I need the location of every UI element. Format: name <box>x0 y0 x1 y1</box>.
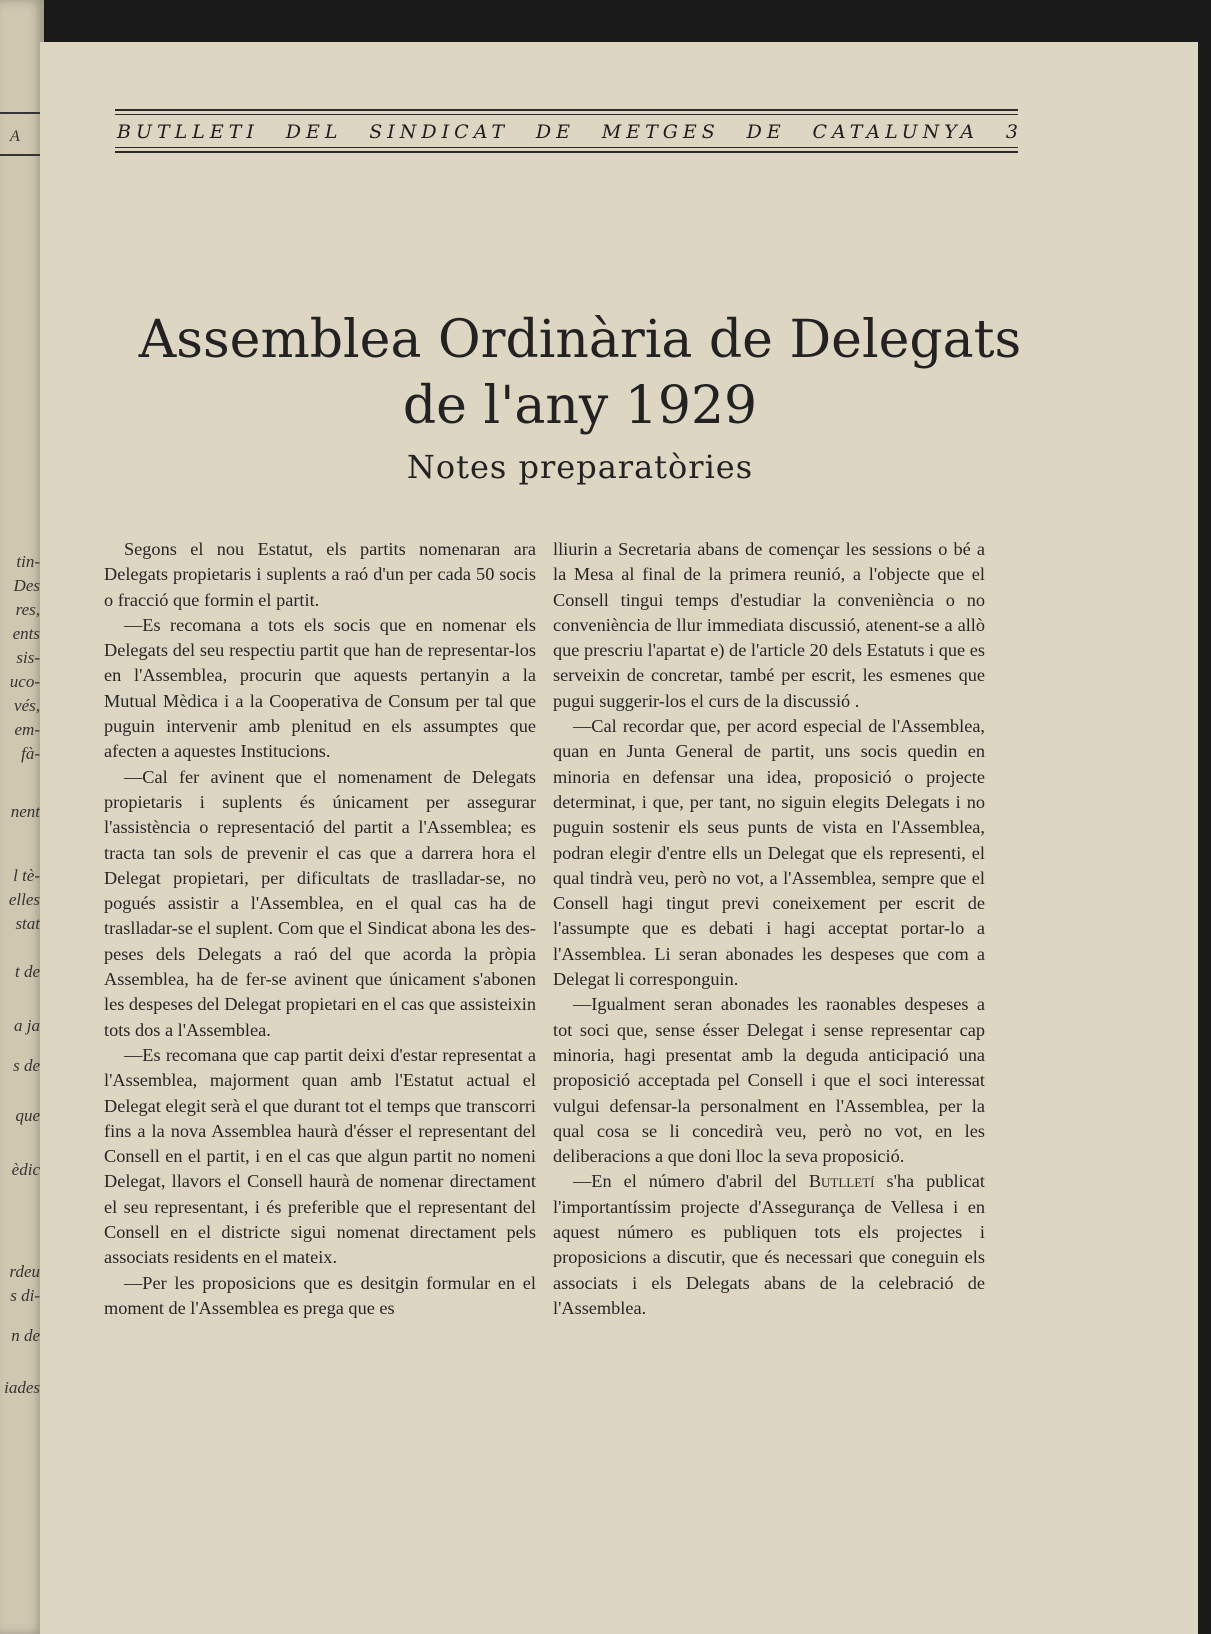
header-word: SINDICAT <box>369 121 510 143</box>
paragraph <box>553 1169 985 1321</box>
header-word: BUTLLETI <box>117 121 259 143</box>
margin-fragment: em- <box>14 720 40 739</box>
paragraph: lliurin a Secretaria abans de començar les sessions o bé a la Mesa al final de la primera reunió, a l'objecte que el Consell tingui temps d'estudiar la conveniència o no conveniència de llur immediata discussió, atenent-se a allò que prescriu l'apartat e) de l'article 20 dels Estatuts i que es serveixin de concretar, també per escrit, les esmenes que pugui suggerir-los el curs de la discussió . <box>553 539 985 711</box>
margin-fragment: tin- <box>16 552 40 571</box>
previous-page-edge <box>0 0 44 1634</box>
margin-fragment: rdeu <box>9 1262 40 1281</box>
header-rule <box>115 109 1018 111</box>
article-subtitle: Notes preparatòries <box>406 448 754 486</box>
article-title-line-2: de l'any 1929 <box>402 376 758 436</box>
previous-page-header-letter: A <box>10 128 20 145</box>
header-word: DEL <box>285 121 343 143</box>
margin-fragment: a ja <box>14 1016 40 1035</box>
margin-fragment: n de <box>11 1326 40 1345</box>
left-column <box>104 537 536 1321</box>
margin-fragment: t de <box>14 962 40 981</box>
margin-fragment: uco- <box>9 672 40 691</box>
margin-fragment: sis- <box>16 648 40 667</box>
page-number: 3 <box>1005 121 1018 143</box>
margin-fragment: l tè- <box>13 866 40 885</box>
journal-page <box>40 42 1198 1634</box>
paragraph: —Igualment seran abonades les raonables despeses a tot soci que, sense ésser Delegat i sense representar cap minoria, hagi presentat amb la deguda anticipació una proposició acceptada pel Consell i que el soci interessat vulgui defensar-la personalment en l'Assemblea, per la qual cosa se li concedirà veu, però no vot, en les deliberacions a que doni lloc la seva proposició. <box>553 994 985 1167</box>
paragraph: —Cal recordar que, per acord especial de l'Assemblea, quan en Junta General de partit, uns socis quedin en minoria en defensar una idea, proposició o projecte determinat, i que, per tant, no siguin elegits Delegats i no puguin sostenir els seus punts de vista en l'Assemblea, podran elegir d'entre ells un Delegat que els representi, el qual tindrà veu, però no vot, a l'Assemblea, sempre que el Consell hagi tingut previ coneixement per escrit de l'assumpte que es debati i hagi acceptat portar-lo a l'Assemblea. Li seran abonades les despeses que com a Delegat li corresponguin. <box>553 716 985 990</box>
margin-fragment: que <box>15 1106 40 1125</box>
margin-fragment: iades <box>4 1378 40 1397</box>
running-header <box>115 109 1018 153</box>
margin-fragment: s de <box>13 1056 40 1075</box>
margin-fragment: èdic <box>11 1160 40 1179</box>
paragraph: —Es recomana que cap partit deixi d'estar representat a l'Assemblea, majorment quan amb l'Estatut actual el Delegat elegit serà el que durant tot el temps que transcorri fins a la nova Assemblea haurà d'ésser el representant del Consell en el partit, i en el cas que algun partit no nomeni Delegat, llavors el Consell haurà de nomenar directament el seu representant, i és preferible que el representant del Consell en el districte sigui nomenat directament pels associats residents en el mateix. <box>104 1044 536 1268</box>
margin-fragment: fà- <box>21 744 40 763</box>
journal-name: Butlletí <box>808 1171 875 1192</box>
right-column <box>553 537 985 1321</box>
margin-fragment: elles <box>8 890 40 909</box>
paragraph: —Per les proposicions que es desitgin formular en el moment de l'Assemblea es prega que es <box>104 1272 536 1318</box>
margin-fragment: vés, <box>14 696 40 715</box>
header-word: CATALUNYA <box>812 121 980 143</box>
header-word: DE <box>746 121 786 143</box>
paragraph-text: —En el número d'abril del <box>573 1171 809 1192</box>
header-title <box>115 115 1018 147</box>
margin-fragment: nent <box>10 802 40 821</box>
margin-fragment: s di- <box>10 1286 40 1305</box>
paragraph: Segons el nou Estatut, els partits nomenaran ara Delegats propietaris i suplents a raó d'un per cada 50 socis o fracció que formin el partit. <box>104 539 536 610</box>
previous-page-header-rule <box>0 112 40 156</box>
paragraph: —Cal fer avinent que el nomenament de Delegats propietaris i suplents és únicament per assegurar l'assistència o representació del partit a l'Assemblea; es tracta tan sols de prevenir el cas que a darrera hora el Delegat propietari, per dificultats de traslladar-se, no pogués assistir a l'Assemblea, en el qual cas ha de traslladar-se el suplent. Com que el Sindicat abona les despeses dels Delegats a raó del que acorda la pròpia Assemblea, ha de fer-se avinent que únicament s'abonen les despeses del Delegat propietari en el cas que assisteixin tots dos a l'Assemblea. <box>104 766 537 1040</box>
paragraph: —Es recomana a tots els socis que en nomenar els Delegats del seu respectiu partit que han de representar-los en l'Assemblea, procurin que aquests pertanyin a la Mutual Mèdica i a la Cooperativa de Consum per tal que puguin intervenir amb plenitud en els assumptes que afecten a aquestes Institucions. <box>104 614 536 762</box>
header-word: DE <box>535 121 575 143</box>
margin-fragment: ents <box>12 624 40 643</box>
paragraph-text: s'ha publicat l'importantíssim projecte d'Assegurança de Vellesa i en aquest número es publiquen tots els projectes i proposicions a discutir, que és necessari que coneguin els associats i els Delegats abans de la celebració de l'Assemblea. <box>553 1171 985 1318</box>
header-word: METGES <box>601 121 720 143</box>
article-title: Assemblea Ordinària de Delegats <box>138 310 1022 370</box>
margin-fragment: Des <box>13 576 40 595</box>
header-rule <box>115 151 1018 153</box>
margin-fragment: stat <box>15 914 40 933</box>
margin-fragment: res, <box>15 600 40 619</box>
header-rule <box>115 147 1018 148</box>
